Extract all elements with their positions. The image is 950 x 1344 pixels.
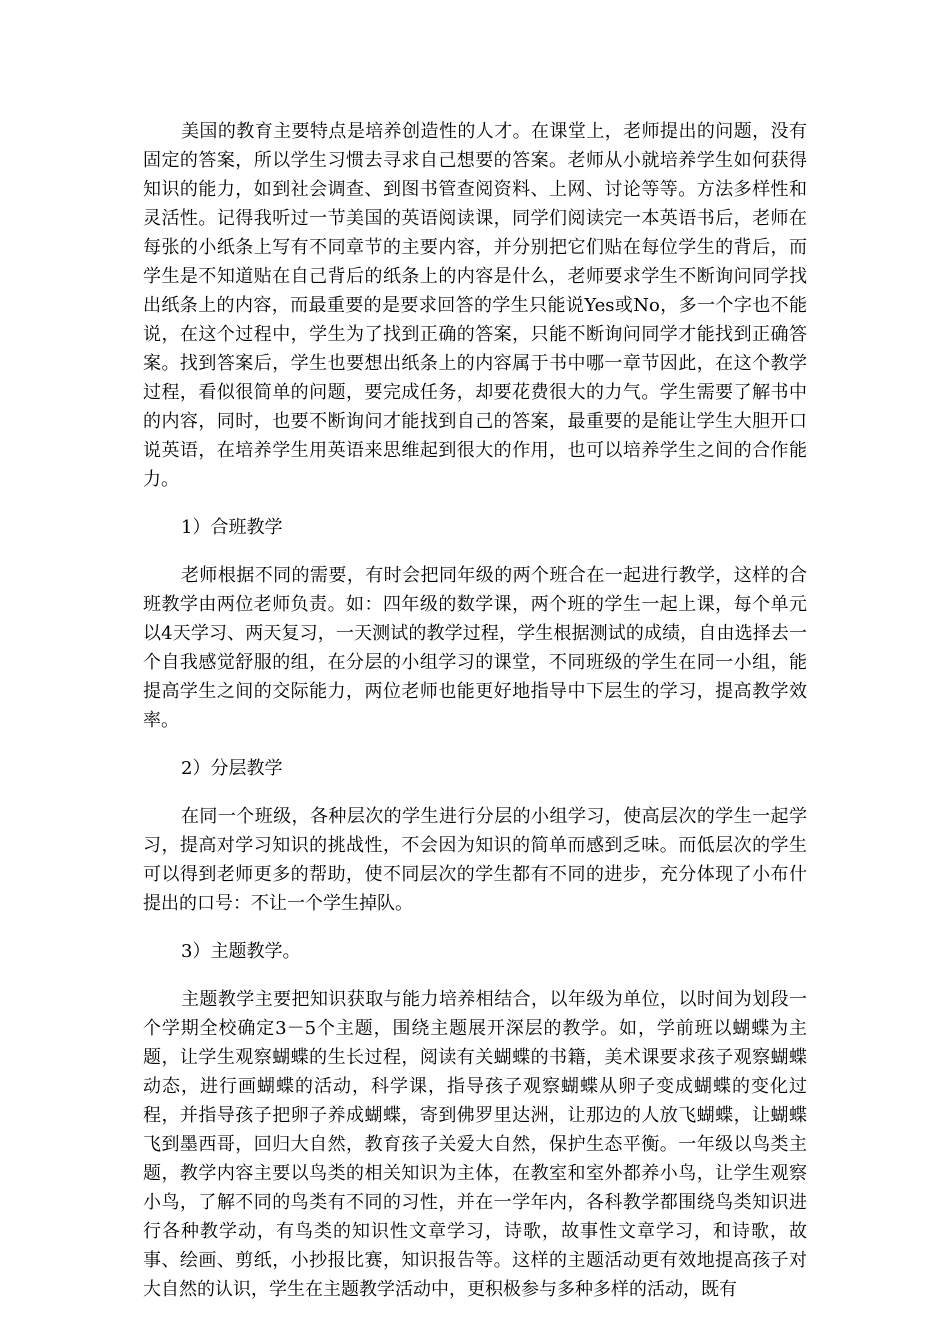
intro-paragraph: 美国的教育主要特点是培养创造性的人才。在课堂上，老师提出的问题，没有固定的答案，所以学生习惯去寻求自己想要的答案。老师从小就培养学生如何获得知识的能力，如到社会调查、到图书管查阅资料、上网、讨论等等。方法多样性和灵活性。记得我听过一节美国的英语阅读课，同学们阅读完一本英语书后，老师在每张的小纸条上写有不同章节的主要内容，并分别把它们贴在每位学生的背后，而学生是不知道贴在自己背后的纸条上的内容是什么，老师要求学生不断询问同学找出纸条上的内容，而最重要的是要求回答的学生只能说Yes或No，多一个字也不能说，在这个过程中，学生为了找到正确的答案，只能不断询问同学才能找到正确答案。找到答案后，学生也要想出纸条上的内容属于书中哪一章节因此，在这个教学过程，看似很简单的问题，要完成任务，却要花费很大的力气。学生需要了解书中的内容，同时，也要不断询问才能找到自己的答案，最重要的是能让学生大胆开口说英语，在培养学生用英语来思维起到很大的作用，也可以培养学生之间的合作能力。 (143, 121, 807, 490)
section-heading-combined-class: 1）合班教学 (181, 517, 283, 538)
section-heading-theme-teaching: 3）主题教学。 (181, 941, 301, 962)
combined-class-paragraph: 老师根据不同的需要，有时会把同年级的两个班合在一起进行教学，这样的合班教学由两位老师负责。如：四年级的数学课，两个班的学生一起上课，每个单元以4天学习、两天复习，一天测试的教学过程，学生根据测试的成绩，自由选择去一个自我感觉舒服的组，在分层的小组学习的课堂，不同班级的学生在同一小组，能提高学生之间的交际能力，两位老师也能更好地指导中下层生的学习，提高教学效率。 (143, 565, 807, 731)
tiered-teaching-paragraph: 在同一个班级，各种层次的学生进行分层的小组学习，使高层次的学生一起学习，提高对学习知识的挑战性，不会因为知识的简单而感到乏味。而低层次的学生可以得到老师更多的帮助，使不同层次的学生都有不同的进步，充分体现了小布什提出的口号：不让一个学生掉队。 (143, 806, 807, 914)
section-heading-tiered-teaching: 2）分层教学 (181, 758, 283, 779)
theme-teaching-paragraph: 主题教学主要把知识获取与能力培养相结合，以年级为单位，以时间为划段一个学期全校确定3－5个主题，围绕主题展开深层的教学。如，学前班以蝴蝶为主题，让学生观察蝴蝶的生长过程，阅读有关蝴蝶的书籍，美术课要求孩子观察蝴蝶动态，进行画蝴蝶的活动，科学课，指导孩子观察蝴蝶从卵子变成蝴蝶的变化过程，并指导孩子把卵子养成蝴蝶，寄到佛罗里达洲，让那边的人放飞蝴蝶，让蝴蝶飞到墨西哥，回归大自然，教育孩子关爱大自然，保护生态平衡。一年级以鸟类主题，教学内容主要以鸟类的相关知识为主体，在教室和室外都养小鸟，让学生观察小鸟，了解不同的鸟类有不同的习性，并在一学年内，各科教学都围绕鸟类知识进行各种教学动，有鸟类的知识性文章学习，诗歌，故事性文章学习，和诗歌，故事、绘画、剪纸，小抄报比赛，知识报告等。这样的主题活动更有效地提高孩子对大自然的认识，学生在主题教学活动中，更积极参与多种多样的活动，既有 (143, 989, 807, 1300)
